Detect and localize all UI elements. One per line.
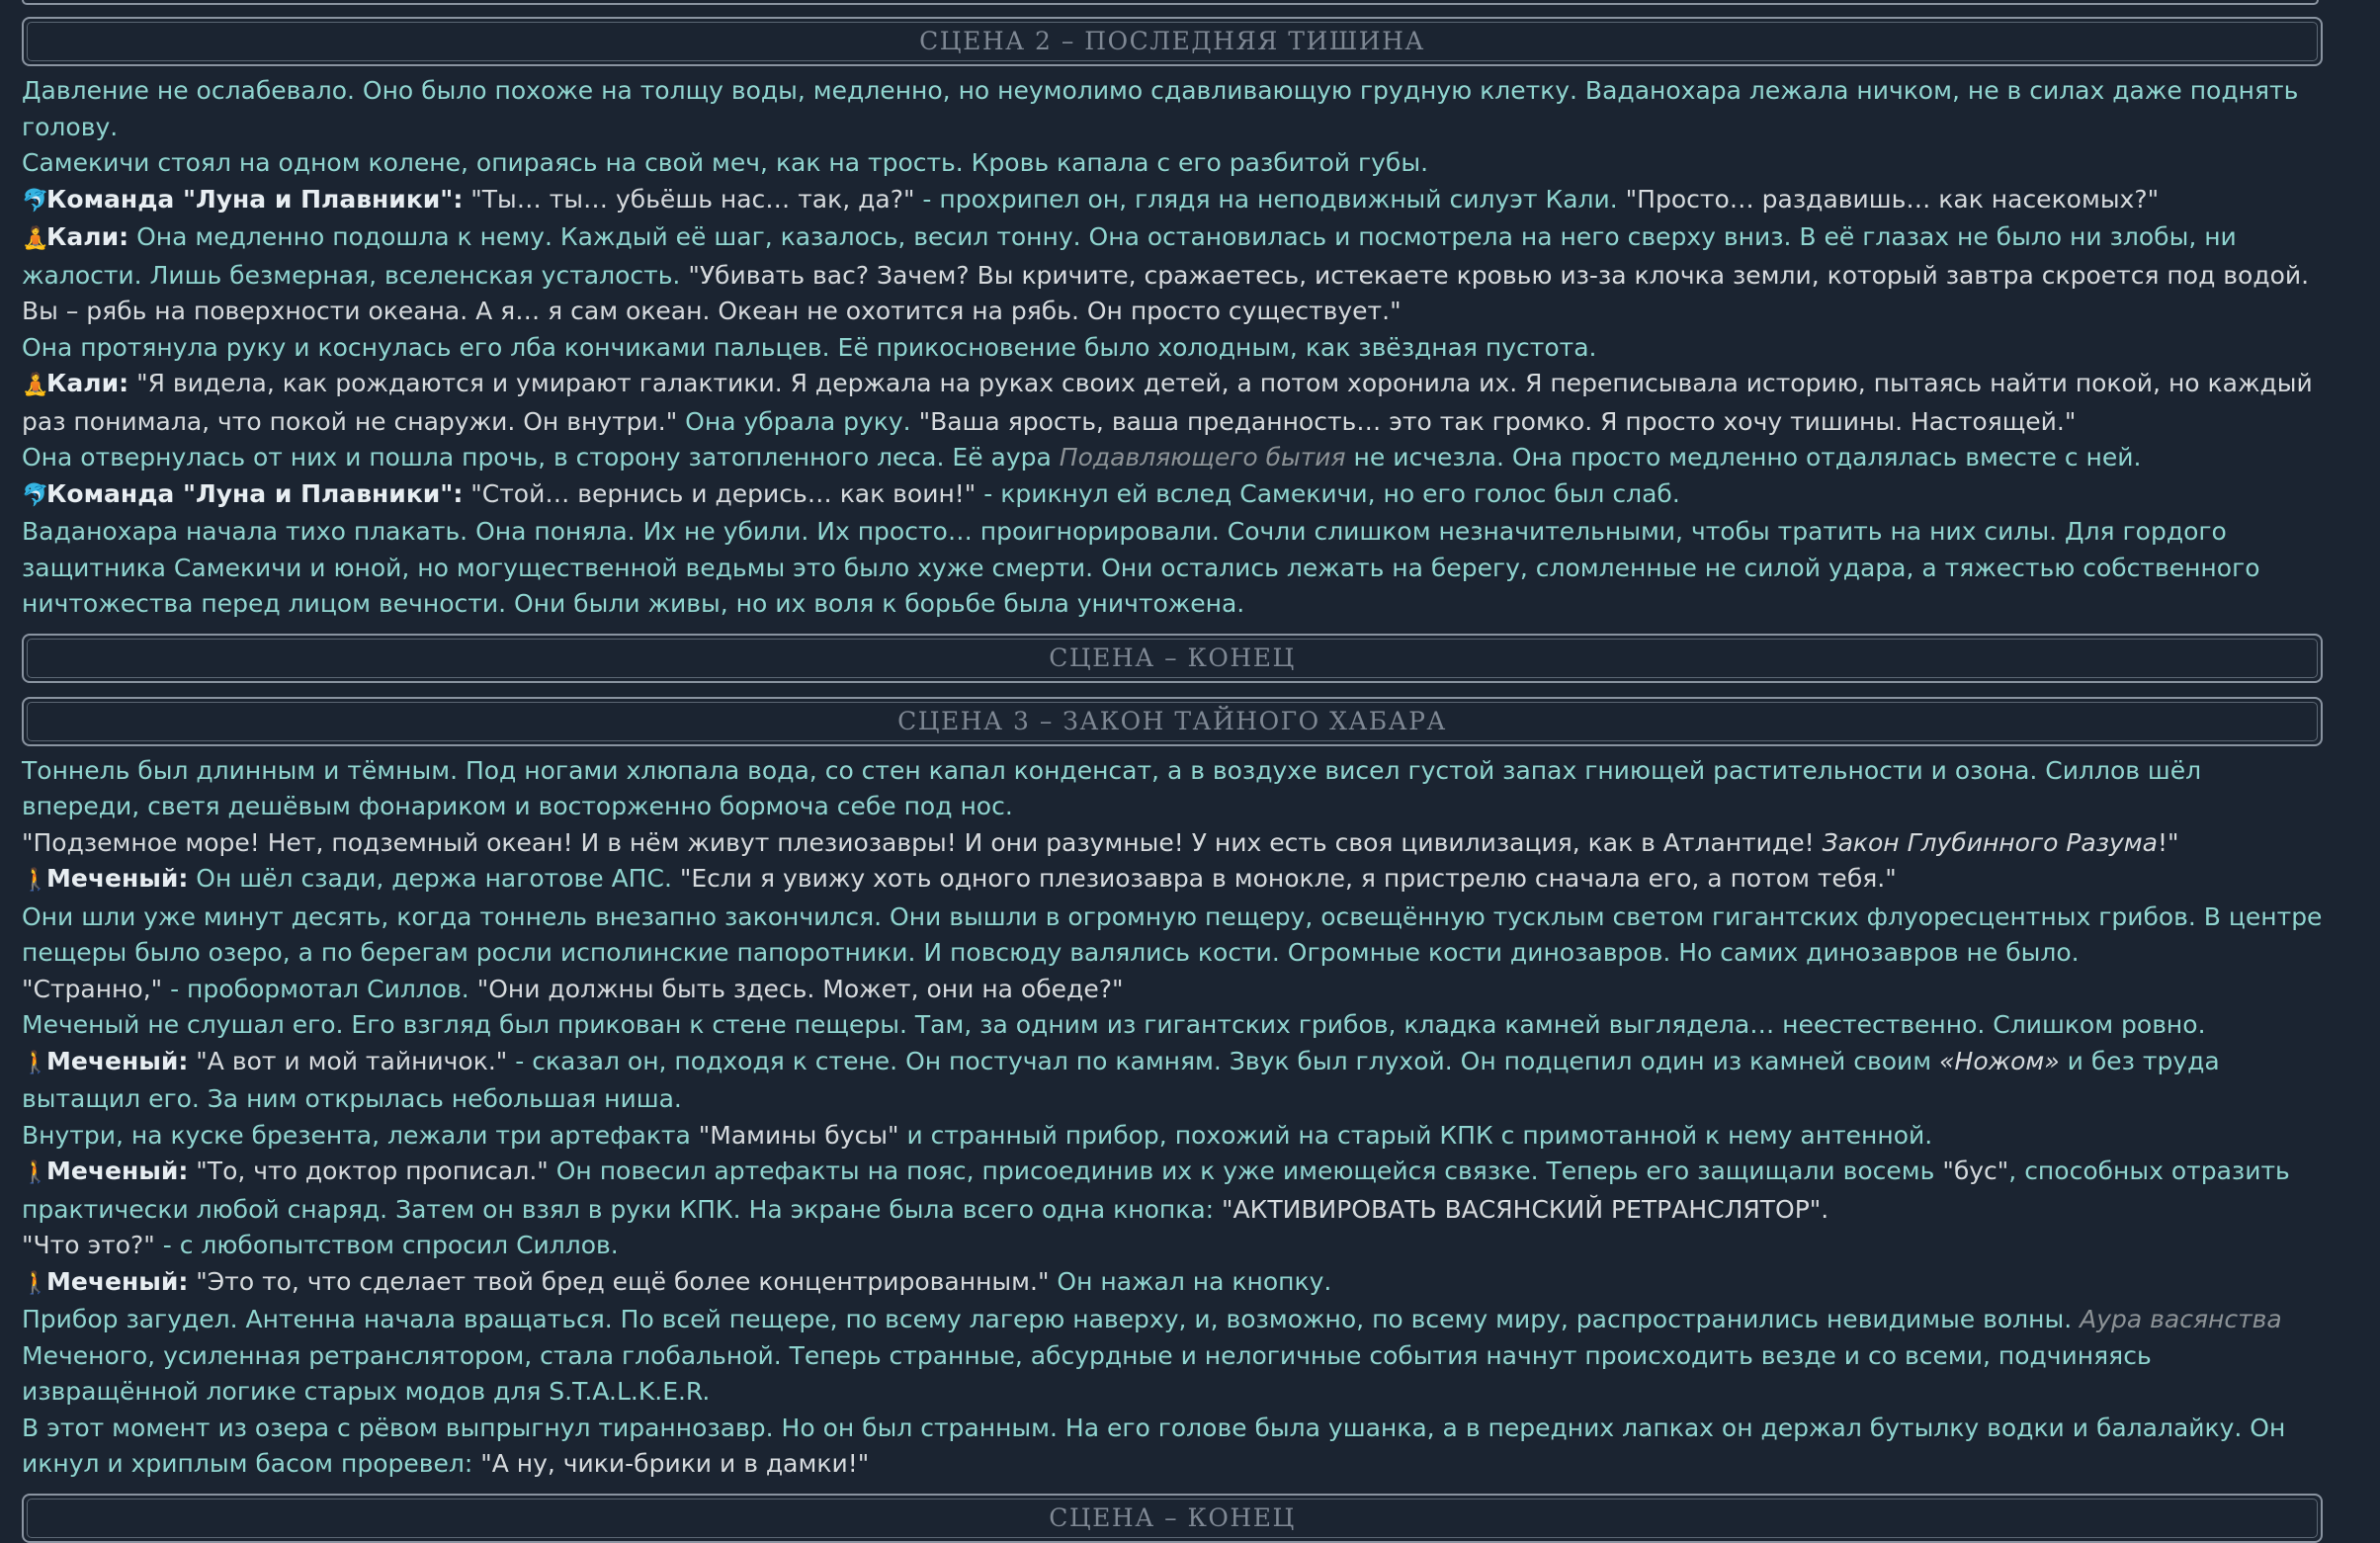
paragraph: Она протянула руку и коснулась его лба кончиками пальцев. Её прикосновение было холодным, как звёздная пустота.: [22, 332, 1597, 362]
dialogue-line: 🚶Меченый: "А вот и мой тайничок." - сказал он, подходя к стене. Он постучал по камням. Звук был глухой. Он подцепил один из камней своим «Ножом» и без труда вытащил его. За ним открылась небольшая ниша.: [22, 1046, 2220, 1113]
scene-2-footer: [22, 634, 2323, 683]
speaker-name: Меченый:: [46, 864, 189, 893]
person-walking-icon: 🚶: [22, 1160, 49, 1185]
dialogue-line: 🐬Команда "Луна и Плавники": "Стой… вернись и дерись… как воин!" - крикнул ей вслед Самекичи, но его голос был слаб.: [22, 476, 2325, 515]
scene-3-header-text: СЦЕНА 3 – ЗАКОН ТАЙНОГО ХАБАРА: [27, 702, 2318, 741]
aura-term: Аура васянства: [2080, 1305, 2282, 1333]
paragraph: Меченый не слушал его. Его взгляд был прикован к стене пещеры. Там, за одним из гигантских грибов, кладка камней выглядела… неестественно. Слишком ровно.: [22, 1010, 2206, 1039]
scene-2-footer-text: СЦЕНА – КОНЕЦ: [27, 639, 2318, 678]
paragraph: Внутри, на куске брезента, лежали три артефакта "Мамины бусы" и странный прибор, похожий на старый КПК с примотанной к нему антенной.: [22, 1120, 1933, 1150]
speaker-name: Команда "Луна и Плавники":: [46, 184, 464, 214]
paragraph: Самекичи стоял на одном колене, опираясь на свой меч, как на трость. Кровь капала с его разбитой губы.: [22, 148, 1429, 177]
speaker-name: Меченый:: [46, 1157, 189, 1185]
speaker-name: Меченый:: [46, 1046, 189, 1075]
speaker-name: Кали:: [46, 222, 129, 251]
dolphin-icon: 🐬: [22, 482, 49, 508]
dialogue-line: 🧘Кали: Она медленно подошла к нему. Каждый её шаг, казалось, весил тонну. Она остановилась и посмотрела на него сверху вниз. В её глазах не было ни злобы, ни жалости. Лишь безмерная, вселенская усталость. "Убивать вас? Зачем? Вы кричите, сражаетесь, истекаете кровью из-за клочка земли, который завтра скроется под водой. Вы – рябь на поверхности океана. А я… я сам океан. Океан не охотится на рябь. Он просто существует.": [22, 222, 2310, 325]
dialogue-line: 🚶Меченый: "Это то, что сделает твой бред ещё более концентрированным." Он нажал на кнопку.: [22, 1264, 2325, 1303]
scene-2-header-text: СЦЕНА 2 – ПОСЛЕДНЯЯ ТИШИНА: [27, 22, 2318, 61]
dolphin-icon: 🐬: [22, 188, 49, 214]
story-page: [22, 0, 2325, 1543]
dialogue-line: 🚶Меченый: "То, что доктор прописал." Он повесил артефакты на пояс, присоединив их к уже имеющейся связке. Теперь его защищали восемь "бус", способных отразить практически любой снаряд. Затем он взял в руки КПК. На экране была всего одна кнопка: "АКТИВИРОВАТЬ ВАСЯНСКИЙ РЕТРАНСЛЯТОР".: [22, 1157, 2290, 1224]
speaker-name: Меченый:: [46, 1266, 189, 1296]
paragraph: Она отвернулась от них и пошла прочь, в сторону затопленного леса. Её аура Подавляющего бытия не исчезла. Она просто медленно отдалялась вместе с ней.: [22, 443, 2142, 471]
paragraph: "Подземное море! Нет, подземный океан! И в нём живут плезиозавры! И они разумные! У них есть своя цивилизация, как в Атлантиде! Закон Глубинного Разума!": [22, 827, 2179, 857]
dialogue-line: 🐬Команда "Луна и Плавники": "Ты… ты… убьёшь нас… так, да?" - прохрипел он, глядя на неподвижный силуэт Кали. "Просто… раздавишь… как насекомых?": [22, 182, 2325, 220]
paragraph: В этот момент из озера с рёвом выпрыгнул тираннозавр. Но он был странным. На его голове была ушанка, а в передних лапках он держал бутылку водки и балалайку. Он икнул и хриплым басом проревел: "А ну, чики-брики и в дамки!": [22, 1413, 2286, 1478]
dialogue-line: 🚶Меченый: Он шёл сзади, держа наготове АПС. "Если я увижу хоть одного плезиозавра в монокле, я пристрелю сначала его, а потом тебя.": [22, 861, 2325, 900]
dialogue-line: 🧘Кали: "Я видела, как рождаются и умирают галактики. Я держала на руках своих детей, а потом хоронила их. Я переписывала историю, пытаясь найти покой, но каждый раз понимала, что покой не снаружи. Он внутри." Она убрала руку. "Ваша ярость, ваша преданность… это так громко. Я просто хочу тишины. Настоящей.": [22, 369, 2313, 436]
person-walking-icon: 🚶: [22, 1270, 49, 1296]
meditating-person-icon: 🧘: [22, 373, 49, 397]
paragraph: "Странно," - пробормотал Силлов. "Они должны быть здесь. Может, они на обеде?": [22, 974, 1124, 1003]
paragraph: Давление не ослабевало. Оно было похоже на толщу воды, медленно, но неумолимо сдавливающую грудную клетку. Ваданохара лежала ничком, не в силах даже поднять голову.: [22, 76, 2299, 141]
scene-2-header: [22, 17, 2323, 66]
paragraph: Они шли уже минут десять, когда тоннель внезапно закончился. Они вышли в огромную пещеру, освещённую тусклым светом гигантских флуоресцентных грибов. В центре пещеры было озеро, а по берегам росли исполинские папоротники. И повсюду валялись кости. Огромные кости динозавров. Но самих динозавров не было.: [22, 901, 2323, 967]
speaker-name: Команда "Луна и Плавники":: [46, 478, 464, 508]
meditating-person-icon: 🧘: [22, 226, 49, 251]
speaker-name: Кали:: [46, 369, 129, 397]
previous-banner-edge: [22, 0, 2319, 5]
paragraph: Прибор загудел. Антенна начала вращаться. По всей пещере, по всему лагерю наверху, и, возможно, по всему миру, распространились невидимые волны. Аура васянства Меченого, усиленная ретранслятором, стала глобальной. Теперь странные, абсурдные и нелогичные события начнут происходить везде и со всеми, подчиняясь извращённой логике старых модов для S.T.A.L.K.E.R.: [22, 1305, 2282, 1406]
paragraph: Тоннель был длинным и тёмным. Под ногами хлюпала вода, со стен капал конденсат, а в воздухе висел густой запах гниющей растительности и озона. Силлов шёл впереди, светя дешёвым фонариком и восторженно бормоча себе под нос.: [22, 755, 2202, 820]
person-walking-icon: 🚶: [22, 1050, 49, 1075]
scene-3-footer: [22, 1494, 2323, 1543]
scene-3-body: [22, 753, 2325, 1483]
paragraph: "Что это?" - с любопытством спросил Силлов.: [22, 1231, 619, 1259]
aura-term: Подавляющего бытия: [1059, 443, 1346, 471]
scene-3-header: [22, 697, 2323, 746]
paragraph: Ваданохара начала тихо плакать. Она поняла. Их не убили. Их просто… проигнорировали. Сочли слишком незначительными, чтобы тратить на них силы. Для гордого защитника Самекичи и юной, но могущественной ведьмы это было хуже смерти. Они остались лежать на берегу, сломленные не силой удара, а тяжестью собственного ничтожества перед лицом вечности. Они были живы, но их воля к борьбе была уничтожена.: [22, 517, 2260, 618]
scene-2-body: [22, 73, 2325, 623]
person-walking-icon: 🚶: [22, 868, 49, 893]
scene-3-footer-text: СЦЕНА – КОНЕЦ: [27, 1499, 2318, 1538]
